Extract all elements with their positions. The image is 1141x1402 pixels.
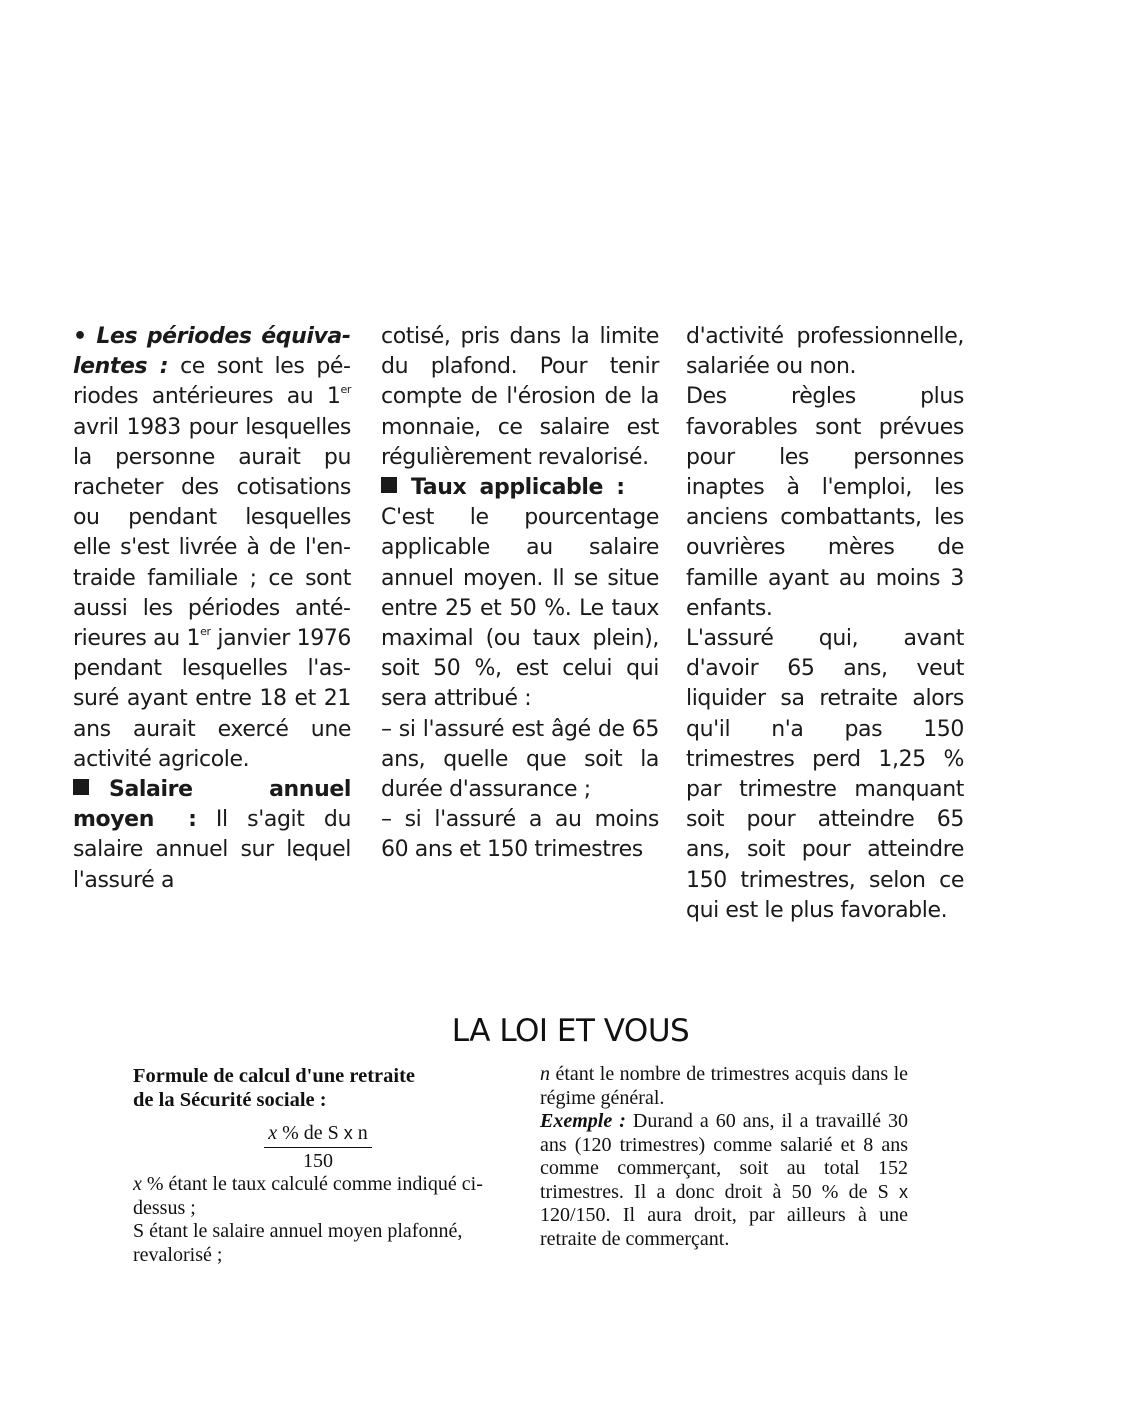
paragraph-salaire-suite: cotisé, pris dans la limite du plafond. Pour tenir compte de l'érosion de la monnaie, ce salaire est régulièrement revalorisé.: [381, 324, 659, 470]
heading-salaire-annuel-moyen: Salaire annuel moyen :: [73, 777, 351, 833]
text-column-2: [381, 322, 659, 866]
formula-heading-line1: Formule de calcul d'une retraite: [133, 1065, 416, 1087]
paragraph-activite-suite: d'activité professionnelle, salariée ou non.: [686, 324, 964, 380]
formula-heading-line2: de la Sécurité sociale :: [133, 1088, 327, 1111]
paragraph-salaire-annuel: [73, 775, 351, 896]
paragraph-decote: L'assuré qui, avant d'avoir 65 ans, veut liquider sa retraite alors qu'il n'a pas 150 trimestres perd 1,25 % par trimestre manquant soit pour atteindre 65 ans, soit pour atteindre 150 trimestres, selon ce qui est le plus favorable.: [686, 626, 964, 923]
text-periodes-b: avril 1983 pour lesquelles la personne aurait pu racheter des cotisations ou pendant lesquelles elle s'est livrée à de l'entraide familiale ; ce sont aussi les périodes antérieures au 1: [73, 414, 351, 652]
section-title: LA LOI ET VOUS: [451, 1013, 690, 1049]
square-bullet-icon: [73, 779, 89, 795]
formula-var-n: n: [352, 1122, 368, 1144]
definition-n: [540, 1063, 908, 1110]
example-label: Exemple :: [540, 1110, 626, 1132]
ordinal-sup: er: [340, 383, 351, 397]
text-column-3: [686, 322, 964, 926]
definition-n-text: étant le nombre de trimestres acquis dans le régime général.: [540, 1063, 908, 1109]
formula-numerator: [264, 1122, 372, 1148]
square-bullet-icon: [381, 477, 397, 493]
heading-taux-applicable-line: [381, 473, 659, 503]
paragraph-taux-applicable: C'est le pourcentage applicable au salaire annuel moyen. Il se situe entre 25 et 50 %. Le taux maximal (ou taux plein), soit 50 %, est celui qui sera attribué :: [381, 505, 659, 712]
list-item-60-ans: – si l'assuré a au moins 60 ans et 150 trimestres: [381, 807, 659, 863]
law-right-column: [540, 1063, 908, 1251]
bullet: •: [73, 324, 97, 349]
paragraph-periodes-equivalentes: [73, 322, 351, 775]
formula-times: x: [343, 1123, 353, 1143]
definition-x-var: x: [133, 1173, 142, 1195]
definition-s: S étant le salaire annuel moyen plafonné, revalorisé ;: [133, 1220, 463, 1266]
paragraph-regles-favorables: Des règles plus favorables sont prévues pour les personnes inaptes à l'emploi, les anciens combattants, les ouvrières mères de famille ayant au moins 3 enfants.: [686, 384, 964, 621]
formula: [133, 1122, 503, 1173]
definition-x-text: % étant le taux calculé comme indiqué ci-dessus ;: [133, 1173, 483, 1219]
formula-var-x: x: [268, 1122, 278, 1144]
list-item-65-ans: – si l'assuré est âgé de 65 ans, quelle que soit la durée d'assurance ;: [381, 716, 659, 803]
example-tail: 120/150. Il aura droit, par ailleurs à une retraite de commerçant.: [540, 1204, 908, 1250]
text-column-1: [73, 322, 351, 896]
text-periodes-a: ce sont les périodes antérieures au 1: [73, 354, 351, 410]
example-text: Durand a 60 ans, il a travaillé 30 ans (120 trimestres) comme salarié et 8 ans comme commerçant, soit au total 152 trimestres. Il a donc droit à 50 % de S: [540, 1110, 908, 1203]
ordinal-sup: er: [200, 625, 211, 639]
definition-x: [133, 1173, 503, 1220]
text-salaire-annuel: Il s'agit du salaire annuel sur lequel l'assuré a: [73, 807, 351, 893]
formula-denominator: 150: [303, 1149, 333, 1172]
formula-num-mid: % de S: [277, 1122, 344, 1144]
text-periodes-c: janvier 1976 pendant lesquelles l'assuré ayant entre 18 et 21 ans aurait exercé une activité agricole.: [73, 626, 351, 772]
law-left-column: [133, 1065, 503, 1267]
example-times: x: [888, 1181, 908, 1202]
definition-n-var: n: [540, 1063, 550, 1085]
example: [540, 1110, 908, 1251]
heading-taux-applicable: Taux applicable :: [411, 475, 625, 501]
heading-periodes-equivalentes: Les périodes équivalentes :: [73, 324, 352, 380]
